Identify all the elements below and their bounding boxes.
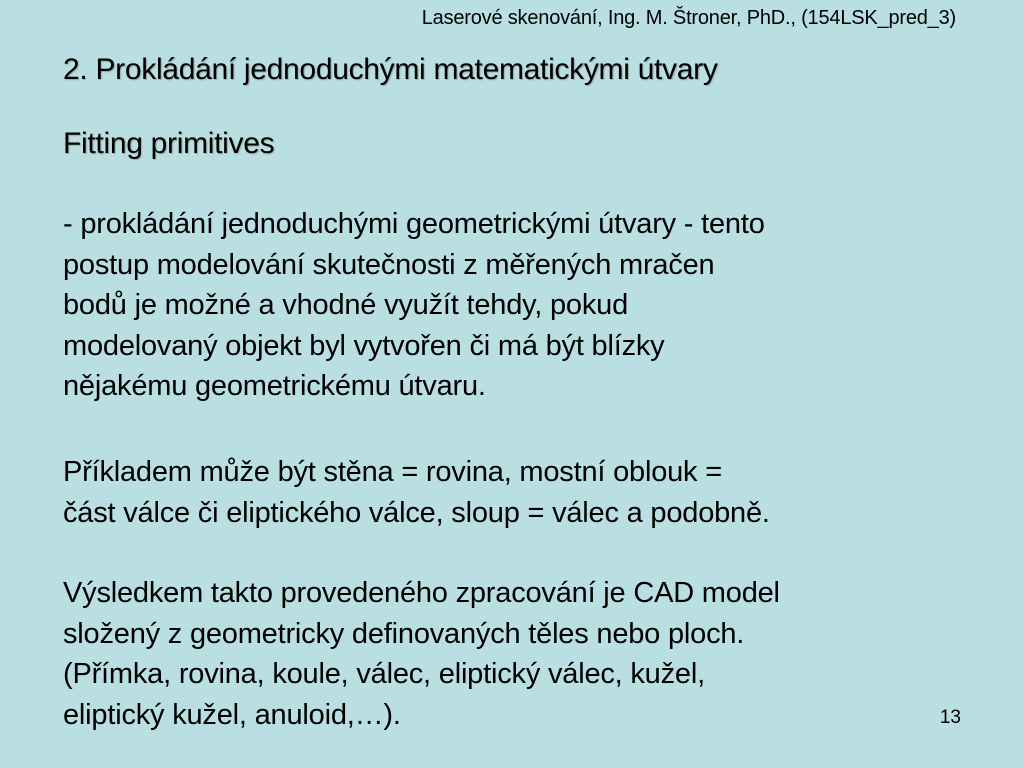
slide-subtitle: Fitting primitives: [63, 127, 275, 160]
paragraph-fitting-description: [63, 204, 765, 407]
page-number: 13: [939, 707, 961, 728]
paragraph-line: modelovaný objekt byl vytvořen či má být blízky: [63, 329, 665, 362]
paragraph-line: nějakému geometrickému útvaru.: [63, 370, 486, 402]
paragraph-line: Výsledkem takto provedeného zpracování je CAD model: [63, 577, 780, 609]
paragraph-examples: [63, 452, 770, 533]
paragraph-line: Příkladem může být stěna = rovina, mostní oblouk =: [63, 456, 722, 488]
slide-title: 2. Prokládání jednoduchými matematickými útvary: [63, 53, 718, 86]
paragraph-line: složený z geometricky definovaných těles nebo ploch.: [63, 617, 745, 650]
paragraph-line: (Přímka, rovina, koule, válec, eliptický válec, kužel,: [63, 658, 705, 690]
paragraph-line: bodů je možné a vhodné využít tehdy, pokud: [63, 289, 629, 321]
paragraph-line: část válce či eliptického válce, sloup = válec a podobně.: [63, 496, 770, 529]
course-header: Laserové skenování, Ing. M. Štroner, PhD., (154LSK_pred_3): [421, 7, 956, 29]
paragraph-result: [63, 573, 780, 735]
paragraph-line: postup modelování skutečnosti z měřených mračen: [63, 248, 715, 281]
paragraph-line: - prokládání jednoduchými geometrickými útvary - tento: [63, 208, 765, 240]
paragraph-line: eliptický kužel, anuloid,…).: [63, 698, 401, 731]
